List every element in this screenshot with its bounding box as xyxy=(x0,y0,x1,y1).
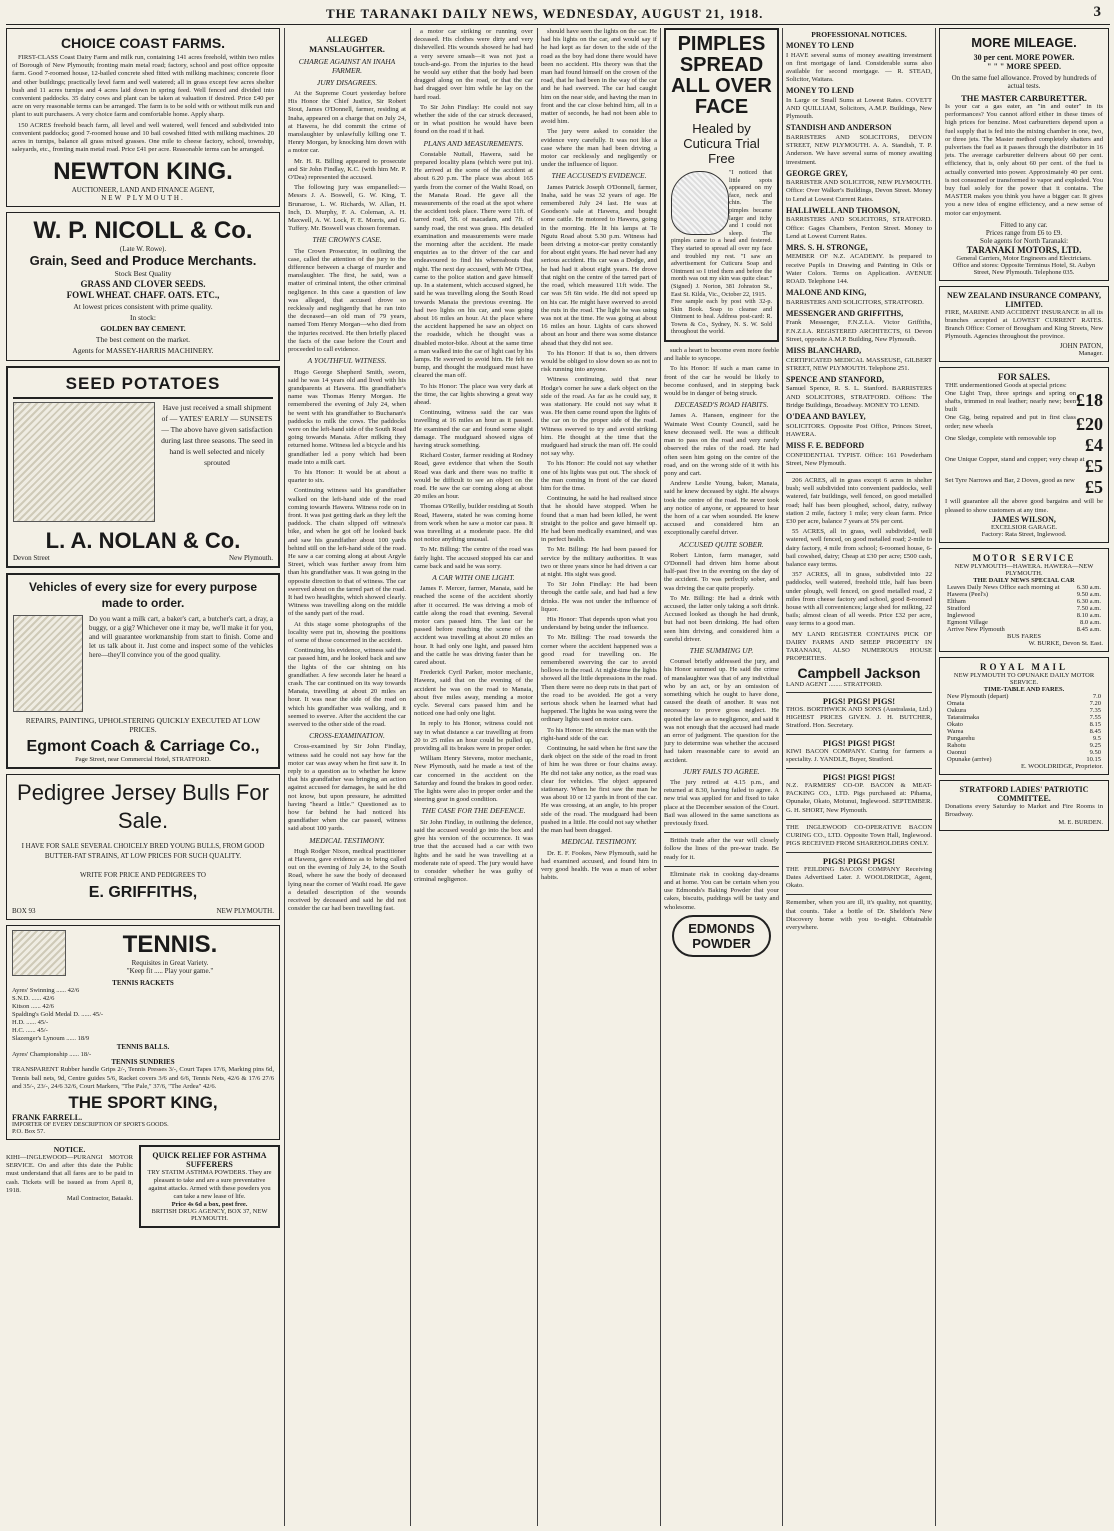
ad-royal-mail xyxy=(939,657,1109,775)
seed-body: Have just received a small shipment of — YATES' EARLY — SUNSETS — The above have given satisfaction during last three seasons. The seed in hand is well selected and nicely sprouted xyxy=(161,403,273,468)
excelsior-garage: EXCELSIOR GARAGE. xyxy=(990,523,1058,531)
column-professional-notices xyxy=(786,28,932,1526)
sale-item: One Sledge, complete with removable top £4 xyxy=(945,435,1103,456)
tennis-keep: "Keep fit ..... Play your game." xyxy=(126,967,214,976)
column-rule xyxy=(660,28,661,1526)
subheading: THE CROWN'S CASE. xyxy=(312,235,382,245)
mileage-speed: " " " MORE SPEED. xyxy=(987,62,1061,71)
column-advertisements-right xyxy=(939,28,1109,1526)
table-row: Stratford 7.50 a.m. xyxy=(947,604,1101,612)
royal-mail-title: ROYAL MAIL xyxy=(980,661,1068,672)
ad-text: FIRST-CLASS Coast Dairy Farm and milk run, containing 141 acres freehold, within two miles of Borough of New Plymouth; fronting main metal road; factory, school and post office opposite farm. Good 7-roomed house, 12-bailed concrete shed fitted with milking machines; concrete floor and other buildings; practically level farm and well watered; all in grass except few acres shelter bush and 11 acres turnips and 4 acres laid down in spring feed. Well fenced and divided into convenient paddocks. 35 dairy cows and plant can be taken at valuation if desired. Price £40 per acre on very reasonable terms can be arranged. The farm is to be sold with or without milk run and plant to suit purchasers. A very choice farm and comfortable home. Apply sharp. 150 ACRES freehold beach farm, all level and well watered, well fenced and subdivided into convenient paddocks; good 7-roomed house and 10 bail cowshed fitted with milking machines. 20 acres in turnips, balance all grass mixed grasses. One mile to cheese factory, school, township, saleyards, etc., fronting main metal road. Price £41 per acre. Reasonable terms can be arranged. xyxy=(12,54,274,154)
page-number: 3 xyxy=(1093,4,1102,20)
coach-body: Do you want a milk cart, a baker's cart, a butcher's cart, a dray, a buggy, or a gig? Whichever one it may be, we'll make it for you, and will guarantee workmanship from start to finish. Come and let us talk about it. Just come and inspect some of the vehicles here—they'll convince you of the good quality. xyxy=(89,615,273,660)
ad-asthma xyxy=(139,1145,280,1228)
carburetter-fit: Fitted to any car. xyxy=(1000,220,1048,229)
sale-intro: THE undermentioned Goods at special prices: xyxy=(945,381,1067,389)
subheading: ACCUSED QUITE SOBER. xyxy=(679,539,764,549)
nicoll-name: W. P. NICOLL & Co. xyxy=(33,217,253,245)
ad-title: CHOICE COAST FARMS. xyxy=(60,35,226,51)
carburetter-body: Is your car a gas eater, an "in and outer" in its performances? You cannot afford either in these times of high prices for benzine. Most carburetters depend upon a fuel supply that is fed into the mixing chamber in one, two, or three jets. The Master method completely shatters and pulverises the fuel as it passes through the distributor in 16 jets. The average carburetter delivers about 60 per cent. efficiency, that is, only about 60 per cent. of the fuel is actually converted into power. Approximately 40 per cent. is not consumed or transformed to vapor and exploded. You buy fuel solely for the power that it contains. The MASTER makes you think you have a bigger car. It gives you a new idea of engine efficiency, and a new sense of motor car enjoyment. xyxy=(945,103,1103,217)
table-row: Oakura 7.35 xyxy=(947,706,1101,714)
tennis-title: TENNIS. xyxy=(122,931,218,959)
notice-item: SPENCE AND STANFORD, Samuel Spence, R. S. L. Stanford. BARRISTERS AND SOLICITORS, STRATFORD. Offices: The Bridge Buildings, Broadway. MONEY TO LEND. xyxy=(786,374,932,409)
table-row: New Plymouth (depart) 7.0 xyxy=(947,692,1101,700)
royal-mail-route: NEW PLYMOUTH TO OPUNAKE DAILY MOTOR SERVICE. xyxy=(953,671,1095,686)
subheading: THE SUMMING UP. xyxy=(689,645,754,655)
table-row: Warea 8.45 xyxy=(947,727,1101,735)
article-body: such a heart to become even more feeble and liable to syncope. To his Honor: If such a man came in front of the car he would be likely to become confused, and in stepping back would be in danger of being struck. DECEASED'S ROAD HABITS. James A. Hansen, engineer for the Waimate West County Council, said he knew deceased well. He was a difficult man to pass on the road and very rarely observed the rules of the road. He had often seen him going on the centre of the road, and on the wrong side of it with his pony and cart. Andrew Leslie Young, baker, Manaia, said he knew deceased by sight. He always took the centre of the road. He never took any notice of anyone, or appeared to hear the horn of a car when sounded. He knew accused and considered him an exceptionally careful driver. ACCUSED QUITE SOBER. Robert Linton, farm manager, said O'Donnell had driven him home about half-past five in the evening on the day of the accident. To was perfectly sober, and was driving the car quite properly. To Mr. Billing: He had a drink with accused, the latter only taking a soft drink. Accused looked as though he had drunk, but had not been drinking. He had often seen him driving, and considered him a careful driver. THE SUMMING UP. Counsel briefly addressed the jury, and his Honor summed up. He said the crime of manslaughter was that of any individual who by an act, or by an omission of something which he ought to have done, caused the death of another. It was not necessary to prove gross neglect. He quoted the law as to negligence, and said it was not enough that the accused had made an error of judgment. The question for the jury to determine was whether the accused had taken reasonable care to avoid an accident. JURY FAILS TO AGREE. The jury retired at 4.15 p.m., and returned at 8.30, having failed to agree. A new trial was applied for and fixed to take place at the December session of the Court. Bail was allowed in the same sanctions as previously fixed. British trade after the war will closely follow the lines of the pre-war trade. Be ready for it. Eliminate risk in cooking day-dreams and at home. You can be certain when you use Edmonds's Baking Powder that your cakes, biscuits, puddings will be tasty and wholesome. xyxy=(664,347,779,911)
jersey-name: E. GRIFFITHS, xyxy=(88,884,198,902)
jersey-title: Pedigree Jersey Bulls For Sale. xyxy=(17,780,269,834)
motor-service-route: NEW PLYMOUTH—HAWERA. HAWERA—NEW PLYMOUTH. xyxy=(954,562,1094,577)
article-body: At the Supreme Court yesterday before His Honor the Chief Justice, Sir Robert Stout, James O'Donnell, farmer, residing at Inaha, appeared on a charge that on July 24, at Hawera, he did commit the crime of manslaughter by unlawfully killing one T. Henry Morgan, by knocking him down with a motor car. Mr. H. R. Billing appeared to prosecute and Sir John Findlay, K.C. (with him Mr. P. O'Dea) represented the accused. The following jury was empanelled:—Messrs J. A. Boswell, G. W. King, T. Brunarose, L. W. Richards, W. Allan, H. Inch, D. Murphy, F. A. Coleman, A. H. Maxwell, A. W. Lock, F. E. Morris, and G. Tuffery. Mr. Boswell was chosen foreman. THE CROWN'S CASE. The Crown Prosecutor, in outlining the case, called the attention of the jury to the difference between a charge of murder and manslaughter. The first, he said, was a matter of criminal intent, the other criminal negligence. In this case a question of law was alleged, that accused drove so recklessly and negligently that he ran into the deceased—an old man of 79 years, named Tom Henry Morgan—who died from the injuries received. He then briefly placed the facts of the case before the Court and proceeded to call evidence. A YOUTHFUL WITNESS. Hugo George Shepherd Smith, sworn, said he was 14 years old and lived with his grandparents at Hawera. His grandfather's name was Thomas Henry Morgan. He remembered the evening of July 24, when he went with his grandfather to Buchanan's paddocks to milk the cows. The paddocks were on the left-hand side of the South Road going towards Manaia. After milking they returned home. Witness led a bicycle and his grandfather led a pony which had been made into a milk cart. To his Honor: It would be at about a quarter to six. Continuing witness said his grandfather walked on the left-hand side of the road coming towards Hawera. Witness rode on in front. It was just getting dark as they left the paddock. The chain slipped off witness's bike, and when he got off he looked back and saw his grandfather about 100 yards behind still on the left-hand side of the road. He saw a car coming along at about Argyle Street, which was further away from him than his grandfather was. It was going in the opposite direction to that of witness. The car swerved about on the tarred part of the road. It had two headlights, which showed clearly. Witness was travelling along on the middle of the sandy part of the road. At this stage some photographs of the locality were put in, showing the positions of some of those concerned in the accident. Continuing, his evidence, witness said the car passed him, and he looked back and saw the lights of the car shining on his grandfather. A few seconds later he heard a crash. The car continued on its way towards Manaia, travelling at about 20 miles an hour. It was near the side of the road on which his grandfather was walking, and it seemed to swerve. After the accident the car swerved to the other side of the road. CROSS-EXAMINATION. Cross-examined by Sir John Findlay, witness said he could not say how far the motor car was away when he first saw it. In reply to a question as to whether he knew that his grandfather was bringing an action against accused for damages, he said he did not know, but upon pressure, he admitted having "heard a little." Questioned as to how far behind he had noticed his grandfather when the car passed, witness said about 100 yards. MEDICAL TESTIMONY. Hugh Rodger Nixon, medical practitioner at Hawera, gave evidence as to being called out on the evening of July 24, to the South Road, where he saw the body of deceased lying near the corner of Waihi road. He gave a detailed description of the wounds received by deceased and said he did not consider the car had been travelling fast. xyxy=(288,90,406,913)
james-wilson-name: JAMES WILSON, xyxy=(992,514,1056,524)
subheading: A CAR WITH ONE LIGHT. xyxy=(432,573,515,582)
edmonds-logo: EDMONDS POWDER xyxy=(672,915,771,957)
taranaki-motors-trade: General Carriers, Motor Engineers and Electricians. xyxy=(956,254,1092,262)
motor-fares: BUS FARES xyxy=(1006,632,1042,640)
cuticura-headline: PIMPLES SPREAD ALL OVER FACE xyxy=(671,33,772,118)
committee-title: STRATFORD LADIES' PATRIOTIC COMMITTEE. xyxy=(959,784,1089,803)
nicoll-tagline: Grain, Seed and Produce Merchants. xyxy=(29,253,257,269)
subheading: A YOUTHFUL WITNESS. xyxy=(307,356,387,366)
insurance-manager-role: Manager. xyxy=(1078,349,1103,357)
tennis-sundries-text: TRANSPARENT Rubber handle Grips 2/-, Tennis Presses 3/-, Court Tapes 17/6, Marking pins 6d, Tennis ball nets, 9d, Centre guides 5/6, Racket covers 3/6 and 6/6, Tennis Nets, 42/6 & 17/6 27/6 and 35/-, 23/-, 24/6 32/6, Court Markers, "The Pale," 37/6, "The Ardea" 42/6. xyxy=(12,1066,274,1090)
column-rule xyxy=(284,28,285,1526)
ad-motor-service xyxy=(939,548,1109,652)
tennis-sundries-heading: TENNIS SUNDRIES xyxy=(111,1058,175,1067)
subheading: MEDICAL TESTIMONY. xyxy=(561,837,637,847)
sale-item: One Unique Copper, stand and copper; very cheap at £5 xyxy=(945,456,1103,477)
notice-block xyxy=(6,1145,133,1233)
sale-tail: I will guarantee all the above good bargains and will be pleased to show customers at any time. xyxy=(945,498,1103,514)
asthma-agent: BRITISH DRUG AGENCY, BOX 37, NEW PLYMOUTH. xyxy=(151,1208,268,1223)
cuticura-subhead: Healed by Cuticura Trial Free xyxy=(683,121,760,166)
coach-firm: Egmont Coach & Carriage Co., xyxy=(26,738,260,756)
ad-patriotic-committee xyxy=(939,780,1109,831)
table-row: Hawera (Peel's) 9.50 a.m. xyxy=(947,590,1101,598)
subheading: THE CASE FOR THE DEFENCE. xyxy=(421,806,526,816)
masthead-title: THE TARANAKI DAILY NEWS, WEDNESDAY, AUGUST 21, 1918. xyxy=(326,6,764,21)
pigs-ad-kiwi: PIGS! PIGS! PIGS! KIWI BACON COMPANY. Curing for farmers a speciality. J. YANDLE, Buyer, Stratford. xyxy=(786,738,932,764)
motor-service-car: THE DAILY NEWS SPECIAL CAR xyxy=(973,576,1075,584)
ad-for-sales xyxy=(939,367,1109,543)
mileage-fuel: On the same fuel allowance. Proved by hundreds of actual tests. xyxy=(951,74,1097,90)
bottom-ads-row xyxy=(6,1145,280,1233)
royal-mail-signature: E. WOOLDRIDGE, Proprietor. xyxy=(1020,762,1103,770)
campbell-jackson-role: LAND AGENT ........ STRATFORD. xyxy=(786,681,883,689)
sale-item: One Light Trap, three springs and spring on shafts, trimmed in real leather; nearly new; been built £18 xyxy=(945,389,1103,414)
pigs-ad-inglewood: THE INGLEWOOD CO-OPERATIVE BACON CURING CO., LTD. Opposite Town Hall, Inglewood. PIGS RECEIVED FROM SHAREHOLDERS ONLY. xyxy=(786,823,932,848)
asthma-title: QUICK RELIEF FOR ASTHMA SUFFERERS xyxy=(152,1151,267,1170)
article-body: should have seen the lights on the car. He had his lights on the car, and would say if he had kept as far down to the side of the road as the boy had done there would have been no accident. His theory was that the man had found himself on the crown of the road, that he had been in the way of the car and he had swerved. The car had caught him on the near side, and having the man in front and the car close behind him, all in a matter of seconds, he had not been able to avoid him. The jury were asked to consider the evidence very carefully. It was not like a case where the man had been driving a motor car recklessly and negligently or under the influence of liquor. THE ACCUSED'S EVIDENCE. James Patrick Joseph O'Donnell, farmer, Inaha, said he was 32 years of age. He remembered July 24 last. He was at Goodson's sale at Hawera, and bought some cattle. He motored to Hawera, going in the morning. He lit his lamps at Te Ngutu Road about 5.30 p.m. Witness had been driving a motor-car pretty constantly for about eight years. He had never had any serious accident. His car was a Dodge, and he had had it about eight years. He drove that night on the centre of the tarred part of the road, which measured 11ft wide. The car was 5ft 6in wide. He did not speed up on his car. He might have swerved to avoid the ruts in the road. The light he was using was not at the time. He was going at about 16 miles an hour. Lights of cars showed about an hour and there was some distance ahead that they did not see. To his Honor: If that is so, then drivers would be obliged to slow down so as not to risk running into anyone. Witness continuing, said that near Hodge's corner he saw a dark object on the side of the road. As far as he could say, it was stationary. He could not say what it was. He then came round upon the lights of the car on to the proper side of the road. Witness swerved to try and avoid striking him. He thought at the time that the mudguard had struck the man off. He could not say why. To his Honor: He could not say whether one of his lights was put out. The shock of the man coming in front of the car dazed him for the time. Continuing, he said he had realised since that he should have stopped. When he found that a man had been killed, he went straight to the police and gave himself up. He had been medically examined, and was in perfect health. To Mr. Billing: He had been passed for service by the military authorities. It was two or three years since he had driven a car at night. His sight was good. To Sir John Findlay: He had been through the cattle sale, and had had a few drinks. He was not under the influence of liquor. His Honor: That depends upon what you understand by being under the influence. To Mr. Billing: The road towards the corner where the accident happened was a good road for travelling on. He remembered swerving the car to avoid hollows in the road. At night-time the lights showed all the little depressions in the road. Then there were no deep ruts in that part of the road to be avoided. He got a very serious shock when he learned what had happened. The lights he was using were the ordinary lights used on motor cars. To his Honor: He struck the man with the right-hand side of the car. Continuing, he said when he first saw the dark object on the side of the road in front of him he was three or four chains away. He did not take any notice, as the road was clear for vehicles. The object appeared stationary. When he first saw the man he was about 10 or 12 yards in front of the car. He was crossing, at an angle, to his proper side of the road. The mudguard had been pushed in a little. He could not say whether the man had been dragged. MEDICAL TESTIMONY. Dr. E. F. Fookes, New Plymouth, said he had examined accused, and found him in very good health. He was a man of sober habits. xyxy=(541,28,657,882)
subheading: PLANS AND MEASUREMENTS. xyxy=(423,138,524,148)
masthead xyxy=(6,4,1110,25)
portrait-illustration xyxy=(671,171,729,235)
notice-item: MONEY TO LEND I HAVE several sums of money awaiting investment on first mortgage of land. Considerable sums also available for second mortgage. — R. STEAD, Solicitor, Waitara. xyxy=(786,41,932,84)
notice-item: MONEY TO LEND In Large or Small Sums at Lowest Rates. COVETT AND QUILLIAM, Solicitors, A.M.P. Buildings, New Plymouth. xyxy=(786,86,932,121)
potato-illustration xyxy=(13,402,155,522)
seed-title: SEED POTATOES xyxy=(13,374,273,399)
notice-item: MISS F. E. BEDFORD CONFIDENTIAL TYPIST. Office: 161 Powderham Street, New Plymouth. xyxy=(786,441,932,467)
carburetter-agent: Sole agents for North Taranaki: xyxy=(979,236,1069,245)
committee-body: Donations every Saturday to Market and Fire Rooms in Broadway. xyxy=(945,802,1103,819)
asthma-price: Price 4s 6d a box, post free. xyxy=(171,1201,248,1209)
newton-king-sub: AUCTIONEER, LAND AND FINANCE AGENT, xyxy=(71,186,215,195)
jersey-body: I HAVE FOR SALE SEVERAL CHOICELY BRED YOUNG BULLS, FROM GOOD BUTTER-FAT STRAINS, AT LOW PRICES FOR SUCH QUALITY. xyxy=(21,842,265,861)
subheading: THE ACCUSED'S EVIDENCE. xyxy=(551,171,647,181)
table-row: Oaonui 9.50 xyxy=(947,748,1101,756)
pigs-ad-borthwick: PIGS! PIGS! PIGS! THOS. BORTHWICK AND SONS (Australasia, Ltd.) HIGHEST PRICES GIVEN. J. H. BUTCHER, Stratford. Hon. Secretary. xyxy=(786,696,932,730)
subheading: CROSS-EXAMINATION. xyxy=(309,731,385,741)
ad-nz-insurance xyxy=(939,286,1109,362)
tennis-player-illustration xyxy=(12,930,66,976)
table-row: Rahotu 9.25 xyxy=(947,741,1101,749)
taranaki-motors-office: Office and stores: Opposite Terminus Hotel, St. Aubyn Street, New Plymouth. Telephone 035. xyxy=(952,261,1096,276)
sale-title: FOR SALES. xyxy=(997,371,1050,382)
table-row: Opunake (arrive) 10.15 xyxy=(947,755,1101,763)
coach-title: Vehicles of every size for every purpose made to order. xyxy=(28,580,258,611)
notice-item: O'DEA AND BAYLEY, SOLICITORS. Opposite Post Office, Princes Street, HAWERA. xyxy=(786,412,932,438)
motor-service-title: MOTOR SERVICE xyxy=(972,552,1076,563)
ad-tennis xyxy=(6,925,280,1140)
nicoll-late: (Late W. Rowe). xyxy=(119,245,167,254)
nolan-name: L. A. NOLAN & Co. xyxy=(45,528,241,554)
ad-seed-potatoes xyxy=(6,366,280,568)
newton-king-name: NEWTON KING. xyxy=(53,158,233,186)
sport-king-name: THE SPORT KING, xyxy=(68,1093,218,1113)
ad-jersey-bulls xyxy=(6,774,280,920)
table-row: Tataraimaka 7.55 xyxy=(947,713,1101,721)
column-rule xyxy=(935,28,936,1526)
column-cuticura-and-article xyxy=(664,28,779,1526)
insurance-body: FIRE, MARINE AND ACCIDENT INSURANCE in all its branches accepted at LOWEST CURRENT RATES. Branch Office: Corner of Brougham and King Streets, New Plymouth. Agencies throughout the province. xyxy=(945,308,1103,341)
tennis-balls-heading: TENNIS BALLS. xyxy=(116,1043,170,1052)
notice-item: HALLIWELL AND THOMSON, BARRISTERS AND SOLICITORS, STRATFORD. Office: Gages Chambers, Fenton Street. Money to Lend at Lowest Current Rates. xyxy=(786,205,932,240)
jersey-town: NEW PLYMOUTH. xyxy=(216,907,274,916)
jersey-box: BOX 93 xyxy=(12,907,36,916)
notice-item: MALONE AND KING, BARRISTERS AND SOLICITORS, STRATFORD. xyxy=(786,288,924,306)
campbell-jackson-name: Campbell Jackson xyxy=(797,665,921,682)
notice-item: MISS BLANCHARD, CERTIFICATED MEDICAL MASSEUSE, GILBERT STREET, NEW PLYMOUTH. Telephone 251. xyxy=(786,346,932,372)
mileage-power: 30 per cent. MORE POWER. xyxy=(973,53,1075,62)
ad-egmont-coach xyxy=(6,573,280,769)
professional-notices-heading: PROFESSIONAL NOTICES. xyxy=(811,30,907,39)
pigs-ad-nz-farmers: PIGS! PIGS! PIGS! N.Z. FARMERS' CO-OP. BACON & MEAT-PACKING CO., LTD. Pigs purchased at: Pihama, Opunake, Okato, Motunui, Inglewood. SEPTEMBER. G. H. SHORT, New Plymouth. xyxy=(786,772,932,814)
coach-address: Page Street, near Commercial Hotel, STRATFORD. xyxy=(75,756,211,764)
tennis-tag: Requisites in Great Variety. xyxy=(131,959,209,968)
taranaki-motors-name: TARANAKI MOTORS, LTD. xyxy=(966,244,1082,255)
newton-king-town: NEW PLYMOUTH. xyxy=(101,194,185,203)
table-row: Egmont Village 8.0 a.m. xyxy=(947,618,1101,626)
notice-item: STANDISH AND ANDERSON BARRISTERS AND SOLICITORS, DEVON STREET, NEW PLYMOUTH. A. A. Standish, T. P. Anderson. We have several sums of money awaiting investment. xyxy=(786,123,932,166)
campbell-jackson-listings: 206 ACRES, all in grass except 6 acres in shelter bush; well subdivided into convenient paddocks, well watered, fair buildings, well fenced, on good metalled road; half has been ploughed, school, dairy, railway station 2 mile, factory 1 mile; very clean farm. Price £30 per acre, balance 7 years at 5% per cent. 55 ACRES, all in grass, well subdivided, well watered, well fenced, on good metalled road; 2-mile to dairy factory, 4 mile from school; 6-roomed house, 6-bail cowshed, dairy; Cheap at £30 per acre; £500 cash, balance easy terms. 357 ACRES, all in grass, subdivided into 22 paddocks, well watered, freehold title, half has been under plough, well fenced, on good metalled road, 2 miles from cheese factory and school, good 8-roomed house with all conveniences; large shed for milking, 22 bails; almost clean of all weeds. Price £32 per acre, easy terms to a good man. MY LAND REGISTER CONTAINS PICK OF DAIRY FARMS AND SHEEP PROPERTY IN TARANAKI, ALSO NUMEROUS HOUSE PROPERTIES. xyxy=(786,476,932,663)
table-row: Okato 8.15 xyxy=(947,720,1101,728)
subheading: DECEASED'S ROAD HABITS. xyxy=(674,400,769,410)
notice-signature: Mail Contractor, Bataaki. xyxy=(66,1195,133,1203)
pigs-ad-feilding: PIGS! PIGS! PIGS! THE FEILDING BACON COMPANY Receiving Dates Advertised Later. J. WOOLDRIDGE, Agent, Okato. xyxy=(786,856,932,890)
column-rule xyxy=(782,28,783,1526)
committee-signature: M. E. BURDEN. xyxy=(1058,819,1103,827)
column-rule xyxy=(537,28,538,1526)
notice-title: NOTICE. xyxy=(53,1145,86,1155)
ad-wp-nicoll xyxy=(6,212,280,361)
nolan-street: Devon Street xyxy=(13,554,50,563)
notice-body: KIHI—INGLEWOOD—PURANGI MOTOR SERVICE. On and after this date the Public must understand that all fares are to be paid in cash. Tickets will be issued as from April 8, 1918. xyxy=(6,1154,133,1194)
insurance-manager-name: JOHN PATON, xyxy=(1059,341,1103,350)
ad-master-carburetter xyxy=(939,28,1109,281)
nicoll-lines: Stock Best Quality GRASS AND CLOVER SEEDS. FOWL WHEAT. CHAFF. OATS. ETC., At lowest prices consistent with prime quality. In stock: GOLDEN BAY CEMENT. The best cement on the market. Agents for MASSEY-HARRIS MACHINERY. xyxy=(66,269,220,356)
table-row: Pungarehu 9.5 xyxy=(947,734,1101,742)
article-deck: JURY DISAGREES. xyxy=(316,78,378,87)
nolan-town: New Plymouth. xyxy=(229,554,273,563)
article-manslaughter-col2 xyxy=(414,28,533,1526)
royal-mail-timetable xyxy=(945,693,1103,763)
table-row: Eltham 6.30 a.m. xyxy=(947,597,1101,605)
article-manslaughter-col3 xyxy=(541,28,657,1526)
motor-signature: W. BURKE, Devon St. East. xyxy=(1028,639,1103,647)
ad-cuticura xyxy=(664,28,779,342)
sport-king-po-box: P.O. Box 57. xyxy=(12,1128,46,1136)
subheading: JURY FAILS TO AGREE. xyxy=(683,766,760,776)
article-body: a motor car striking or running over deceased. His clothes were dirty and very dishevelled. His wounds showed he had had a very severe smash—it was not just a touch-and-go. From the injuries to the head he would say either that the body had been dragged along on the road, or that the car had dragged over him while he lay on the hard road. To Sir John Findlay: He could not say whether the side of the car struck deceased, or in what position he would have been found on the road if it had. PLANS AND MEASUREMENTS. Constable Nuttall, Hawera, said he prepared locality plans (which were put in). He arrived at the scene of the accident at about 6.20 p.m. The place was about 165 yards from the corner of the Waihi Road, on the Manaia Road. He gave all the measurements of the road at the spot where the accident took place. There were 11ft. of tarred road, 5ft. of macadam, and 7ft. of sandy road, the rest was grass. His detailed examination and measurements were made the morning after the accident. He made enquiries as to the driver of the car and endeavoured to find his whereabouts that night. The next day accused, with Mr O'Dea, came to the police station and gave himself up. In a statement, which accused signed, he said he was travelling along the South Road towards Manaia the previous evening. He had two lights on his car, and was going about 16 miles an hour. At the place where the accident happened he saw an object on the roadside, which he thought was a disabled motor-bike. About at the same time a man walked into the car of light cast by his lamps. He swerved to avoid him. He felt no bump, and thought the mudguard must have cleared the man off. To his Honor: The place was very dark at the time, the car lights showing a great way ahead. Continuing, witness said the car was travelling at 16 miles an hour as it passed. He examined the car and found some slight damage. The mudguard showed signs of having struck something. Richard Coster, farmer residing at Rodney Road, gave evidence that when the South Road was dark and there was no traffic it would be difficult to see an object on the road. He saw the car coming along at about 20 miles an hour. Thomas O'Reilly, builder residing at South Road, Hawera, stated he was coming home from work when he saw a motor car pass. It was travelling at a moderate pace. He did not notice anything unusual. To Mr. Billing: The centre of the road was fairly light. The accused stopped his car and came back and said he was sorry. A CAR WITH ONE LIGHT. James F. Mercer, farmer, Manaia, said he reached the scene of the accident shortly after it occurred. He was driving a mob of cattle along the road that evening. Several motor cars passed him. The last car he passed before reaching the scene of the accident was travelling at about 20 miles an hour. It had only one light, and passed him and the cattle he was driving faster than he cared about. Frederick Cyril Parker, motor mechanic, Hawera, said that on the evening of the accident he was on the road to Manaia, about five miles away, mending a motor cycle. Several cars passed him and he noticed one had only one light. In reply to his Honor, witness could not say in what distance a car travelling at from 20 to 25 miles an hour could be pulled up, providing all its brakes were in proper order. William Henry Stevens, motor mechanic, New Plymouth, said he made a test of the car concerned in the accident on the Saturday and found the brakes in good order. The lights were also in proper order and the steering gear in good condition. THE CASE FOR THE DEFENCE. Sir John Findlay, in outlining the defence, said the accused would go into the box and give his version of the occurrence. It was true that the accused had a car with two lights and he said he was travelling at a moderate rate of speed. The jury would have to consider whether he was guilty of criminal negligence. xyxy=(414,28,533,884)
cuticura-offer: Free sample each by post with 32-p. Skin Book. Soap to cleanse and Ointment to heal. Address post-card: R. Towns & Co., Sydney, N. S. W. Sold throughout the world. xyxy=(671,298,772,336)
carburetter-price: Prices range from £6 to £9. xyxy=(985,228,1063,237)
article-manslaughter-col1 xyxy=(288,28,406,1526)
coach-repairs: REPAIRS, PAINTING, UPHOLSTERING QUICKLY EXECUTED AT LOW PRICES. xyxy=(25,716,261,735)
sale-item: Set Tyre Narrows and Bar, 2 Doves, good as new £5 xyxy=(945,477,1103,498)
factory-address: Factory: Rata Street, Inglewood. xyxy=(981,530,1067,538)
professional-notices-list xyxy=(786,42,932,468)
article-deck: CHARGE AGAINST AN INAHA FARMER. xyxy=(298,57,396,75)
sport-king-importer: IMPORTER OF EVERY DESCRIPTION OF SPORTS GOODS. xyxy=(12,1122,169,1129)
ad-choice-coast-farms xyxy=(6,28,280,207)
table-row: Arrive New Plymouth 8.45 a.m. xyxy=(947,625,1101,633)
insurance-title: NEW ZEALAND INSURANCE COMPANY, LIMITED. xyxy=(946,290,1102,309)
sale-item: One Gig, being repaired and put in first class order; new wheels £20 xyxy=(945,414,1103,435)
tennis-rackets-heading: TENNIS RACKETS xyxy=(112,979,174,988)
table-row: Omata 7.20 xyxy=(947,699,1101,707)
asthma-body: TRY STATIM ASTHMA POWDERS. They are pleasant to take and are a sure preventative against attacks. Armed with these powders you can take a new lease of life. xyxy=(147,1169,272,1201)
motor-timetable xyxy=(945,584,1103,633)
carriage-illustration xyxy=(13,615,83,712)
table-row: Inglewood 8.10 a.m. xyxy=(947,611,1101,619)
column-advertisements-left xyxy=(6,28,280,1526)
sheldon-ad: Remember, when you are ill, it's quality, not quantity, that counts. Take a bottle of Dr. Sheldon's New Discovery home with you to-night. Obtainable everywhere. xyxy=(786,899,932,932)
tennis-racket-list: Ayres' Swinning ...... 42/6 S.N.D. ...... 42/6 Kitson ...... 42/6 Spalding's Gold Medal D. ...... 45/- H.D. ...... 45/- H.C. ...... 45/- Slazenger's Lynoum ...... 18/9 xyxy=(12,987,104,1043)
mileage-headline: MORE MILEAGE. xyxy=(971,35,1077,50)
royal-mail-timetable-heading: TIME-TABLE AND FARES. xyxy=(983,685,1065,693)
table-row: Leaves Daily News Office each morning at 6.30 a.m. xyxy=(947,583,1101,591)
subheading: MEDICAL TESTIMONY. xyxy=(309,835,385,845)
sport-king-owner: FRANK FARRELL. xyxy=(12,1113,83,1123)
cuticura-testimonial: "I noticed that little spots appeared on my face, neck and chin. The pimples became larger and itchy and I could not sleep. The pimples came to a head and festered. They started to spread all over my face and troubled my rest. "I saw an advertisement for Cuticura Soap and Ointment so I tried them and before the month was out my skin was quite clear." (Signed) J. Norton, 381 Johnston St., East St. Kilda, Vic., October 22, 1915. xyxy=(671,169,772,298)
jersey-write: WRITE FOR PRICE AND PEDIGREES TO xyxy=(80,871,206,880)
notice-item: MESSENGER AND GRIFFITHS, Frank Messenger, F.N.Z.I.A. Victor Griffiths, F.N.Z.I.A. REGISTERED ARCHITECTS, 61 Devon Street, opposite A.M.P. Building, New Plymouth. xyxy=(786,308,932,343)
carburetter-title: THE MASTER CARBURETTER. xyxy=(961,93,1087,103)
tennis-balls-item: Ayres' Championship ...... 18/- xyxy=(12,1051,92,1059)
article-headline: ALLEGED MANSLAUGHTER. xyxy=(309,34,385,54)
notice-item: GEORGE GREY, BARRISTER AND SOLICITOR, NEW PLYMOUTH. Office: Over Walker's Buildings, Devon Street. Money to Lend at Lowest Current Rates. xyxy=(786,168,932,203)
notice-item: MRS. S. H. STRONGE, MEMBER OF N.Z. ACADEMY. Is prepared to receive Pupils in Drawing and Painting in Oils or Water Colors. Terms on Application. AVENUE ROAD. Telephone 144. xyxy=(786,242,932,286)
column-rule xyxy=(410,28,411,1526)
